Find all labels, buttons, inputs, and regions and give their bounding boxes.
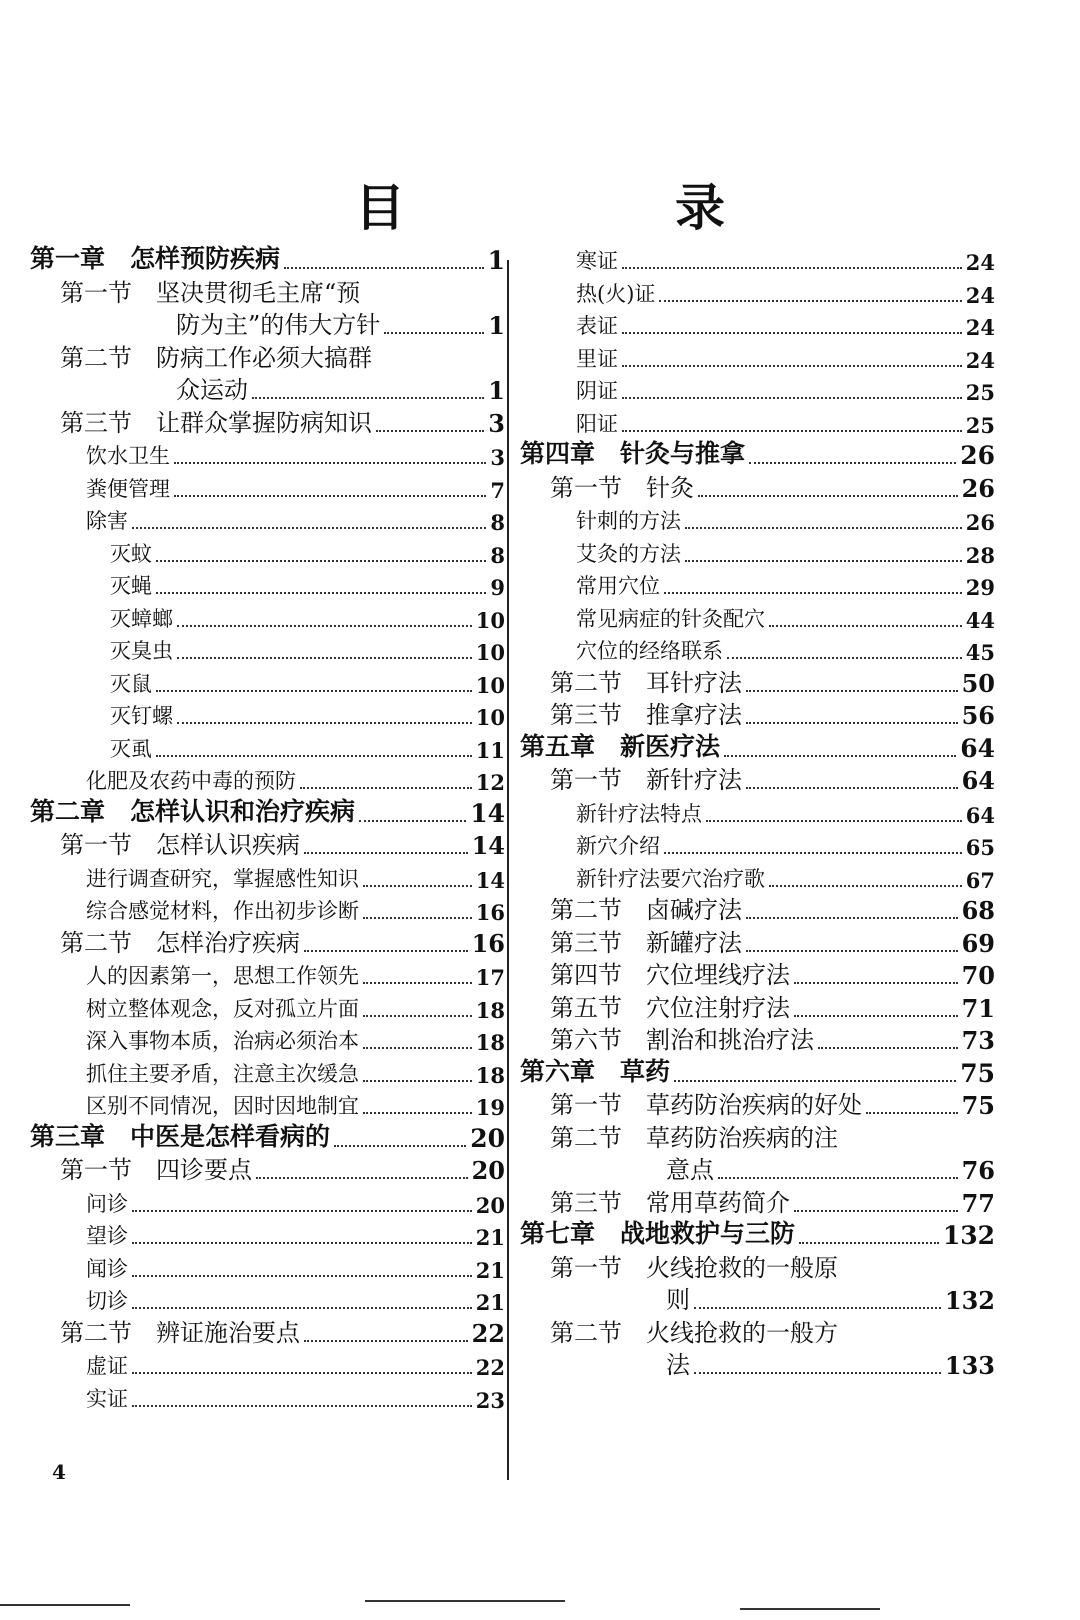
toc-entry-row[interactable] xyxy=(576,278,995,308)
toc-leader-dots xyxy=(724,755,956,757)
toc-entry-row[interactable] xyxy=(110,570,505,600)
toc-section-row[interactable] xyxy=(550,1253,995,1283)
toc-page-number: 7 xyxy=(490,477,505,503)
toc-page-number: 20 xyxy=(471,1156,505,1185)
toc-leader-dots xyxy=(132,1405,472,1407)
toc-leader-dots xyxy=(866,1112,958,1114)
toc-entry-label: 抓住主要矛盾，注意主次缓急 xyxy=(86,1061,359,1086)
toc-leader-dots xyxy=(156,592,486,594)
toc-leader-dots xyxy=(622,397,962,399)
toc-entry-label: 新针疗法要穴治疗歌 xyxy=(576,866,765,891)
toc-entry-row[interactable] xyxy=(110,733,505,763)
toc-page-number: 10 xyxy=(475,640,505,665)
toc-entry-row[interactable] xyxy=(86,993,505,1023)
toc-leader-dots xyxy=(794,1210,958,1212)
toc-page-number: 25 xyxy=(965,412,995,438)
toc-entry-row[interactable] xyxy=(576,310,995,340)
toc-leader-dots xyxy=(769,885,962,887)
toc-entry-label: 望诊 xyxy=(86,1224,128,1248)
toc-leader-dots xyxy=(694,1307,941,1309)
toc-page-number: 26 xyxy=(961,473,995,503)
toc-leader-dots xyxy=(749,462,956,464)
toc-entry-row[interactable] xyxy=(576,603,995,633)
toc-leader-dots xyxy=(685,560,962,562)
toc-entry-label: 第七章 战地救护与三防 xyxy=(520,1219,796,1248)
toc-entry-row[interactable] xyxy=(86,1350,505,1380)
toc-page-number: 20 xyxy=(470,1123,505,1153)
page-marker: 4 xyxy=(52,1460,66,1484)
toc-section-row[interactable] xyxy=(666,1285,995,1315)
toc-entry-row[interactable] xyxy=(576,505,995,535)
toc-entry-row[interactable] xyxy=(86,895,505,925)
toc-leader-dots xyxy=(304,1340,468,1342)
toc-entry-label: 树立整体观念，反对孤立片面 xyxy=(86,996,359,1021)
toc-entry-row[interactable] xyxy=(576,635,995,665)
toc-page-number: 75 xyxy=(960,1058,995,1088)
toc-chapter-row[interactable] xyxy=(520,733,995,763)
bottom-rule-left xyxy=(0,1604,130,1606)
toc-section-row[interactable] xyxy=(550,1090,995,1120)
toc-entry-label: 里证 xyxy=(576,346,618,371)
toc-section-row[interactable] xyxy=(60,1155,505,1185)
toc-leader-dots xyxy=(694,1372,941,1374)
toc-entry-label: 第二节 火线抢救的一般方 xyxy=(550,1318,838,1347)
toc-leader-dots xyxy=(359,820,466,822)
toc-chapter-row[interactable] xyxy=(520,1220,995,1250)
toc-page-number: 14 xyxy=(471,831,505,860)
toc-leader-dots xyxy=(769,625,962,627)
toc-leader-dots xyxy=(132,1372,472,1374)
toc-section-row[interactable] xyxy=(60,830,505,860)
toc-page-number: 18 xyxy=(475,997,505,1023)
toc-leader-dots xyxy=(746,722,958,724)
toc-page-number: 18 xyxy=(475,1030,505,1055)
toc-entry-label: 第二节 草药防治疾病的注 xyxy=(550,1123,838,1152)
toc-entry-row[interactable] xyxy=(110,635,505,665)
toc-page-number: 19 xyxy=(475,1095,505,1120)
toc-section-row[interactable] xyxy=(550,928,995,958)
toc-page-number: 14 xyxy=(475,867,505,893)
toc-page-number: 3 xyxy=(488,408,505,438)
toc-page-number: 8 xyxy=(490,510,505,535)
toc-entry-label: 表证 xyxy=(576,314,618,338)
toc-leader-dots xyxy=(156,560,486,562)
toc-page-number: 75 xyxy=(961,1091,995,1120)
toc-page-number: 132 xyxy=(944,1286,995,1315)
toc-entry-label: 阴证 xyxy=(576,379,618,403)
toc-section-row[interactable] xyxy=(550,1318,995,1348)
toc-leader-dots xyxy=(794,982,958,984)
toc-entry-row[interactable] xyxy=(86,1285,505,1315)
bottom-rule-right xyxy=(740,1608,880,1610)
toc-entry-row[interactable] xyxy=(576,830,995,860)
toc-entry-label: 灭臭虫 xyxy=(110,639,173,663)
toc-entry-label: 灭蝇 xyxy=(110,574,152,598)
toc-page-number: 12 xyxy=(475,770,505,795)
toc-page-number: 24 xyxy=(965,347,995,373)
column-divider xyxy=(507,260,509,1480)
toc-leader-dots xyxy=(363,885,472,887)
toc-entry-label: 意点 xyxy=(666,1156,714,1184)
toc-entry-label: 第三节 让群众掌握防病知识 xyxy=(60,408,372,437)
toc-entry-label: 区别不同情况，因时因地制宜 xyxy=(86,1094,359,1118)
toc-entry-label: 阳证 xyxy=(576,411,618,436)
toc-page-number: 73 xyxy=(961,1026,995,1055)
toc-entry-row[interactable] xyxy=(110,700,505,730)
toc-page-number: 76 xyxy=(961,1156,995,1185)
toc-page-number: 132 xyxy=(942,1221,995,1250)
toc-chapter-row[interactable] xyxy=(30,1123,505,1153)
toc-page-number: 23 xyxy=(475,1387,505,1413)
toc-page-number: 14 xyxy=(470,798,505,828)
toc-entry-label: 法 xyxy=(666,1351,690,1379)
toc-leader-dots xyxy=(177,722,472,724)
toc-entry-label: 则 xyxy=(666,1286,690,1314)
toc-section-row[interactable] xyxy=(550,700,995,730)
toc-leader-dots xyxy=(156,690,472,692)
toc-page-number: 21 xyxy=(475,1225,505,1250)
toc-entry-row[interactable] xyxy=(110,538,505,568)
toc-entry-row[interactable] xyxy=(86,1090,505,1120)
toc-page-number: 56 xyxy=(961,701,995,730)
toc-entry-row[interactable] xyxy=(86,765,505,795)
toc-entry-label: 防为主”的伟大方针 xyxy=(176,311,381,339)
toc-entry-label: 人的因素第一，思想工作领先 xyxy=(86,964,359,988)
toc-leader-dots xyxy=(746,690,958,692)
toc-leader-dots xyxy=(622,267,962,269)
toc-entry-label: 第六节 割治和挑治疗法 xyxy=(550,1026,814,1054)
toc-chapter-row[interactable] xyxy=(520,1058,995,1088)
toc-page-number: 3 xyxy=(490,445,505,470)
toc-entry-label: 针刺的方法 xyxy=(576,509,681,533)
toc-entry-label: 化肥及农药中毒的预防 xyxy=(86,769,296,793)
toc-leader-dots xyxy=(284,267,484,269)
toc-entry-row[interactable] xyxy=(86,1188,505,1218)
toc-leader-dots xyxy=(698,495,958,497)
toc-page-number: 8 xyxy=(490,542,505,568)
toc-entry-label: 第二节 辨证施治要点 xyxy=(60,1318,300,1347)
toc-entry-label: 第二节 卤碱疗法 xyxy=(550,896,742,924)
toc-entry-label: 实证 xyxy=(86,1386,128,1411)
toc-entry-label: 众运动 xyxy=(176,376,248,404)
toc-entry-label: 第三节 推拿疗法 xyxy=(550,701,742,729)
toc-entry-label: 第二节 怎样治疗疾病 xyxy=(60,928,300,957)
bottom-rule-middle xyxy=(365,1600,565,1602)
toc-section-row[interactable] xyxy=(550,1123,995,1153)
toc-entry-row[interactable] xyxy=(86,863,505,893)
toc-entry-row[interactable] xyxy=(86,1025,505,1055)
toc-chapter-row[interactable] xyxy=(30,245,505,275)
toc-leader-dots xyxy=(304,950,468,952)
toc-leader-dots xyxy=(256,1177,468,1179)
toc-page-number: 22 xyxy=(475,1355,505,1380)
toc-entry-label: 第一节 草药防治疾病的好处 xyxy=(550,1091,862,1119)
toc-entry-label: 灭虱 xyxy=(110,736,152,761)
toc-entry-label: 灭蟑螂 xyxy=(110,606,173,631)
toc-page-number: 9 xyxy=(490,575,505,600)
toc-section-row[interactable] xyxy=(60,928,505,958)
toc-entry-label: 饮水卫生 xyxy=(86,444,170,468)
toc-page-number: 18 xyxy=(475,1062,505,1088)
toc-entry-row[interactable] xyxy=(576,570,995,600)
toc-entry-label: 第一章 怎样预防疾病 xyxy=(30,244,281,273)
toc-entry-label: 第三节 新罐疗法 xyxy=(550,928,742,957)
toc-entry-label: 进行调查研究，掌握感性知识 xyxy=(86,866,359,891)
toc-section-row[interactable] xyxy=(550,473,995,503)
toc-entry-row[interactable] xyxy=(110,668,505,698)
toc-leader-dots xyxy=(664,852,962,854)
toc-entry-label: 艾灸的方法 xyxy=(576,541,681,566)
toc-leader-dots xyxy=(363,1080,472,1082)
toc-page-number: 67 xyxy=(965,867,995,893)
toc-section-row[interactable] xyxy=(550,765,995,795)
toc-entry-label: 第二节 耳针疗法 xyxy=(550,668,742,697)
toc-leader-dots xyxy=(659,300,961,302)
toc-entry-label: 第四章 针灸与推拿 xyxy=(520,439,746,468)
toc-leader-dots xyxy=(156,755,472,757)
toc-section-row[interactable] xyxy=(60,1318,505,1348)
toc-entry-label: 第二章 怎样认识和治疗疾病 xyxy=(30,796,356,826)
toc-entry-label: 第四节 穴位埋线疗法 xyxy=(550,961,790,989)
toc-leader-dots xyxy=(376,430,484,432)
toc-page-number: 65 xyxy=(965,835,995,860)
toc-leader-dots xyxy=(177,625,472,627)
toc-page-number: 24 xyxy=(965,315,995,340)
toc-leader-dots xyxy=(363,917,472,919)
toc-leader-dots xyxy=(622,365,962,367)
toc-section-row[interactable] xyxy=(60,343,505,373)
toc-section-row[interactable] xyxy=(550,960,995,990)
toc-leader-dots xyxy=(799,1242,939,1244)
toc-leader-dots xyxy=(664,592,962,594)
toc-entry-label: 深入事物本质，治病必须治本 xyxy=(86,1029,359,1053)
toc-leader-dots xyxy=(718,1177,958,1179)
toc-chapter-row[interactable] xyxy=(30,798,505,828)
toc-leader-dots xyxy=(746,917,958,919)
toc-leader-dots xyxy=(674,1080,956,1082)
toc-page-number: 24 xyxy=(965,250,995,275)
toc-page-number: 1 xyxy=(487,246,505,275)
toc-page-number: 26 xyxy=(965,510,995,535)
toc-section-row[interactable] xyxy=(60,408,505,438)
toc-entry-label: 第三节 常用草药简介 xyxy=(550,1188,790,1217)
toc-entry-label: 灭钉螺 xyxy=(110,704,173,728)
toc-leader-dots xyxy=(363,1047,472,1049)
toc-page-number: 26 xyxy=(960,441,995,470)
toc-entry-row[interactable] xyxy=(86,473,505,503)
toc-entry-row[interactable] xyxy=(576,343,995,373)
toc-entry-row[interactable] xyxy=(86,1058,505,1088)
toc-page-number: 28 xyxy=(965,542,995,568)
toc-leader-dots xyxy=(363,982,472,984)
toc-entry-label: 第三章 中医是怎样看病的 xyxy=(30,1121,331,1151)
toc-entry-row[interactable] xyxy=(86,505,505,535)
toc-page-number: 21 xyxy=(475,1290,505,1315)
toc-entry-label: 虚证 xyxy=(86,1354,128,1378)
toc-leader-dots xyxy=(177,657,472,659)
toc-entry-row[interactable] xyxy=(86,960,505,990)
toc-leader-dots xyxy=(132,1242,472,1244)
toc-section-row[interactable] xyxy=(550,895,995,925)
toc-leader-dots xyxy=(174,462,486,464)
toc-page-number: 24 xyxy=(965,282,995,308)
toc-page-number: 133 xyxy=(944,1351,995,1380)
toc-entry-label: 切诊 xyxy=(86,1289,128,1313)
toc-leader-dots xyxy=(746,787,958,789)
toc-leader-dots xyxy=(363,1112,472,1114)
toc-entry-label: 第五章 新医疗法 xyxy=(520,731,721,761)
toc-leader-dots xyxy=(174,495,486,497)
toc-section-row[interactable] xyxy=(666,1350,995,1380)
toc-entry-row[interactable] xyxy=(576,798,995,828)
toc-entry-row[interactable] xyxy=(576,245,995,275)
toc-entry-row[interactable] xyxy=(86,1253,505,1283)
toc-section-row[interactable] xyxy=(60,278,505,308)
toc-entry-label: 除害 xyxy=(86,509,128,533)
toc-entry-label: 常用穴位 xyxy=(576,574,660,598)
toc-leader-dots xyxy=(363,1015,472,1017)
toc-leader-dots xyxy=(300,787,472,789)
toc-entry-row[interactable] xyxy=(86,1220,505,1250)
toc-page-number: 1 xyxy=(488,376,505,405)
toc-page-number: 70 xyxy=(961,961,995,990)
toc-section-row[interactable] xyxy=(176,375,505,405)
toc-page-number: 17 xyxy=(475,965,505,990)
toc-entry-label: 新针疗法特点 xyxy=(576,801,702,826)
toc-page-number: 45 xyxy=(965,640,995,665)
toc-entry-row[interactable] xyxy=(576,408,995,438)
toc-section-row[interactable] xyxy=(176,310,505,340)
toc-section-row[interactable] xyxy=(550,993,995,1023)
toc-leader-dots xyxy=(132,1307,472,1309)
toc-page-number: 77 xyxy=(961,1188,995,1218)
toc-leader-dots xyxy=(685,527,962,529)
toc-entry-row[interactable] xyxy=(576,538,995,568)
toc-page-number: 64 xyxy=(965,802,995,828)
toc-entry-label: 问诊 xyxy=(86,1191,128,1216)
toc-page-number: 25 xyxy=(965,380,995,405)
toc-leader-dots xyxy=(132,1210,472,1212)
toc-entry-label: 第一节 火线抢救的一般原 xyxy=(550,1253,838,1282)
toc-section-row[interactable] xyxy=(666,1155,995,1185)
toc-leader-dots xyxy=(727,657,962,659)
toc-page-number: 50 xyxy=(961,668,995,698)
toc-entry-row[interactable] xyxy=(576,375,995,405)
toc-leader-dots xyxy=(132,1275,472,1277)
toc-page-number: 21 xyxy=(475,1257,505,1283)
toc-page-number: 44 xyxy=(965,607,995,633)
toc-entry-label: 寒证 xyxy=(576,249,618,273)
toc-leader-dots xyxy=(252,397,484,399)
toc-entry-label: 第六章 草药 xyxy=(520,1056,671,1086)
toc-leader-dots xyxy=(818,1047,958,1049)
toc-leader-dots xyxy=(304,852,468,854)
toc-page-number: 69 xyxy=(961,928,995,958)
page-title: 目 录 xyxy=(355,178,835,237)
toc-page-number: 71 xyxy=(961,993,995,1023)
toc-leader-dots xyxy=(132,527,486,529)
toc-entry-row[interactable] xyxy=(576,863,995,893)
toc-section-row[interactable] xyxy=(550,1188,995,1218)
toc-entry-row[interactable] xyxy=(110,603,505,633)
toc-entry-label: 第二节 防病工作必须大搞群 xyxy=(60,343,372,372)
toc-page-number: 22 xyxy=(471,1318,505,1348)
toc-entry-row[interactable] xyxy=(86,1383,505,1413)
toc-page-number: 10 xyxy=(475,672,505,698)
toc-entry-label: 综合感觉材料，作出初步诊断 xyxy=(86,899,359,923)
toc-page-number: 1 xyxy=(488,311,505,340)
toc-page-number: 11 xyxy=(475,737,505,763)
toc-entry-label: 闻诊 xyxy=(86,1256,128,1281)
toc-entry-label: 第一节 新针疗法 xyxy=(550,766,742,794)
toc-page-number: 10 xyxy=(475,607,505,633)
toc-page-number: 10 xyxy=(475,705,505,730)
toc-entry-label: 新穴介绍 xyxy=(576,834,660,858)
toc-entry-label: 第五节 穴位注射疗法 xyxy=(550,993,790,1022)
toc-leader-dots xyxy=(746,950,958,952)
toc-page-number: 68 xyxy=(961,896,995,925)
toc-entry-label: 第一节 坚决贯彻毛主席“预 xyxy=(60,278,361,307)
toc-entry-label: 穴位的经络联系 xyxy=(576,639,723,663)
toc-page-number: 64 xyxy=(960,733,995,763)
toc-chapter-row[interactable] xyxy=(520,440,995,470)
toc-entry-label: 灭鼠 xyxy=(110,671,152,696)
toc-page-number: 16 xyxy=(475,900,505,925)
toc-entry-label: 粪便管理 xyxy=(86,476,170,501)
toc-page-number: 64 xyxy=(961,766,995,795)
toc-leader-dots xyxy=(706,820,962,822)
toc-section-row[interactable] xyxy=(550,1025,995,1055)
toc-section-row[interactable] xyxy=(550,668,995,698)
toc-leader-dots xyxy=(794,1015,958,1017)
toc-entry-label: 常见病症的针灸配穴 xyxy=(576,606,765,631)
toc-entry-label: 灭蚊 xyxy=(110,541,152,566)
toc-leader-dots xyxy=(334,1145,466,1147)
toc-leader-dots xyxy=(384,332,484,334)
toc-entry-label: 第一节 四诊要点 xyxy=(60,1156,252,1184)
toc-entry-row[interactable] xyxy=(86,440,505,470)
toc-entry-label: 第一节 怎样认识疾病 xyxy=(60,831,300,859)
toc-page-number: 20 xyxy=(475,1192,505,1218)
toc-page-number: 16 xyxy=(471,928,505,958)
toc-leader-dots xyxy=(622,332,962,334)
toc-entry-label: 热(火)证 xyxy=(576,281,656,306)
toc-entry-label: 第一节 针灸 xyxy=(550,473,694,502)
toc-page-number: 29 xyxy=(965,575,995,600)
toc-leader-dots xyxy=(622,430,962,432)
